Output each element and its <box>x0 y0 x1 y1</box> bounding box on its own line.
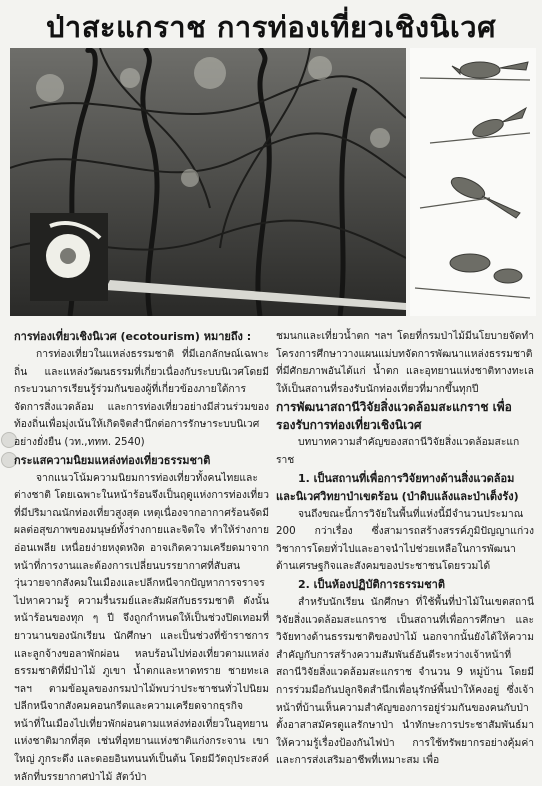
paragraph: จากแนวโน้มความนิยมการท่องเที่ยวทั้งคนไทยและต่างชาติ โดยเฉพาะในหน้าร้อนจึงเป็นฤดูแห่งการท่องเที่ยวที่มีปริมาณนักท่องเที่ยวสูงสุด เหตุเนื่องจากอากาศร้อนจัดมีผลต่อสุขภาพของมนุษย์ทั้งร่างกายและจิตใจ ทำให้ร่างกายอ่อนเพลีย เหนื่อยง่ายหงุดหงิด อาจเกิดความเครียดมาจากหน้าที่การงานและต้องการเปลี่ยนบรรยากาศที่สับสนวุ่นวายจากสังคมในเมืองและปลีกหนีจากปัญหาการจราจรไปหาความรู้ ความรื่นรมย์และสัมผัสกับธรรมชาติ ดังนั้นหน้าร้อนของทุก ๆ ปี จึงถูกกำหนดให้เป็นช่วงปิดเทอมที่ยาวนานของนักเรียน นักศึกษา และเป็นช่วงที่ข้าราชการและลูกจ้างขอลาพักผ่อน หลบร้อนไปท่องเที่ยวตามแหล่งธรรมชาติที่มีป่าไม้ ภูเขา น้ำตกและหาดทราย ชายทะเลฯลฯ ตามข้อมูลของกรมป่าไม้พบว่าประชาชนทั่วไปนิยมปลีกหนีจากสังคมคอนกรีตและความเครียดจากธุรกิจหน้าที่ในเมืองไปเที่ยวพักผ่อนตามแหล่งท่องเที่ยวในอุทยานแห่งชาติมากที่สุด เช่นที่อุทยานแห่งชาติแก่งกระจาน เขาใหญ่ ภูกระดึง และดอยอินทนนท์เป็นต้น โดยมีวัตถุประสงค์หลักที่บรรยากาศป่าไม้ สัตว์ป่า <box>14 471 269 783</box>
section-heading: 1. เป็นสถานที่เพื่อการวิจัยทางด้านสิ่งแวดล้อมและนิเวศวิทยาป่าเขตร้อน (ป่าดิบแล้งและป่าเต็งรัง) <box>276 471 519 503</box>
bird-illustrations <box>410 48 536 316</box>
paragraph: การท่องเที่ยวในแหล่งธรรมชาติ ที่มีเอกลักษณ์เฉพาะถิ่น และแหล่งวัฒนธรรมที่เกี่ยวเนื่องกับระบบนิเวศโดยมีกระบวนการเรียนรู้ร่วมกันของผู้ที่เกี่ยวข้องภายใต้การจัดการสิ่งแวดล้อม และการท่องเที่ยวอย่างมีส่วนร่วมของท้องถิ่นเพื่อมุ่งเน้นให้เกิดจิตสำนึกต่อการรักษาระบบนิเวศอย่างยั่งยืน (วท.,ททท. 2540) <box>14 348 269 448</box>
paragraph: สำหรับนักเรียน นักศึกษา ที่ใช้พื้นที่ป่าไม้ในเขตสถานีวิจัยสิ่งแวดล้อมสะแกราช เป็นสถานที่เพื่อการศึกษา และวิจัยทางด้านธรรมชาติของป่าไม้ นอกจากนั้นยังได้ให้ความสำคัญกับการสร้างความสัมพันธ์อันดีระหว่างเจ้าหน้าที่สถานีวิจัยสิ่งแวดล้อมสะแกราช จำนวน 9 หมู่บ้าน โดยมีการร่วมมือกันปลูกจิตสำนึกเพื่อนุรักษ์พื้นป่าให้คงอยู่ ซึ่งเจ้าหน้าที่บ้านเห็นความสำคัญของการอยู่ร่วมกันของคนกับป่า ตั้งอาสาสมัครดูแลรักษาป่า นำทักษะการประชาสัมพันธ์มาให้ความรู้เรื่องป้องกันไฟป่า การใช้ทรัพยากรอย่างคุ้มค่าและการส่งเสริมอาชีพที่เหมาะสม เพื่อ <box>276 595 534 767</box>
section-heading: การพัฒนาสถานีวิจัยสิ่งแวดล้อมสะแกราช เพื่อรองรับการท่องเที่ยวเชิงนิเวศ <box>276 400 512 433</box>
paragraph: จนถึงขณะนี้การวิจัยในพื้นที่แห่งนี้มีจำนวนประมาณ 200 กว่าเรื่อง ซึ่งสามารถสร้างสรรค์ภูมิปัญญาแก่วงวิชาการโดยทั่วไปและอาจนำไปช่วยเหลือในการพัฒนาด้านเศรษฐกิจและสังคมของประชาชนโดยรวมได้ <box>276 507 534 573</box>
section-heading: กระแสความนิยมแหล่งท่องเที่ยวธรรมชาติ <box>14 453 211 467</box>
paragraph: ชมนกและเที่ยวน้ำตก ฯลฯ โดยที่กรมป่าไม้มีนโยบายจัดทำโครงการศึกษาวางแผนแม่บทจัดการพัฒนาแหล่งธรรมชาติที่มีศักยภาพอันได้แก่ น้ำตก และอุทยานแห่งชาติทางทะเล ให้เป็นสถานที่รองรับนักท่องเที่ยวที่มากขึ้นทุกปี <box>276 330 534 395</box>
left-column <box>14 328 269 786</box>
forest-photo <box>10 48 406 316</box>
section-heading: 2. เป็นห้องปฏิบัติการธรรมชาติ <box>298 577 445 591</box>
paragraph: บทบาทความสำคัญของสถานีวิจัยสิ่งแวดล้อมสะแกราช <box>276 436 520 466</box>
section-heading: การท่องเที่ยวเชิงนิเวศ (ecotourism) หมายถึง : <box>14 330 252 343</box>
right-column <box>276 328 534 770</box>
page-title: ป่าสะแกราช การท่องเที่ยวเชิงนิเวศ <box>46 10 496 44</box>
